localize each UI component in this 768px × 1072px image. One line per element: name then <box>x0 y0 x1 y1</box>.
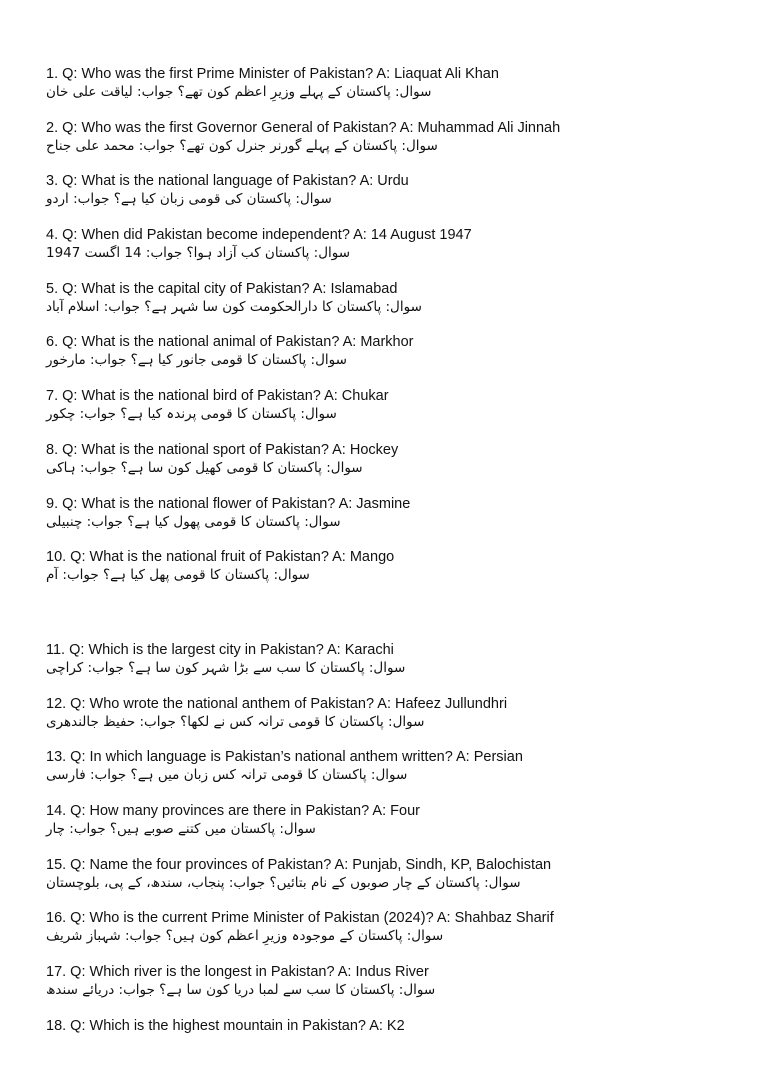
qa-item <box>46 173 748 227</box>
question-en: 12. Q: Who wrote the national anthem of Pakistan? A: Hafeez Jullundhri <box>46 695 508 712</box>
question-ur: سوال: پاکستان کا سب سے لمبا دریا کون سا ہے؟ جواب: دریائے سندھ <box>46 982 436 999</box>
question-ur: سوال: پاکستان کا قومی ترانہ کس زبان میں ہے؟ جواب: فارسی <box>46 767 408 784</box>
question-en: 2. Q: Who was the first Governor General of Pakistan? A: Muhammad Ali Jinnah <box>46 119 561 136</box>
question-en: 11. Q: Which is the largest city in Pakistan? A: Karachi <box>46 642 394 658</box>
qa-list <box>46 66 748 603</box>
qa-item <box>46 803 748 857</box>
question-ur: سوال: پاکستان کا قومی کھیل کون سا ہے؟ جواب: ہاکی <box>46 459 363 476</box>
question-ur: سوال: پاکستان کا دارالحکومت کون سا شہر ہے؟ جواب: اسلام آباد <box>46 298 422 315</box>
document-page-2 <box>0 577 768 1034</box>
qa-item <box>46 442 748 496</box>
question-ur: سوال: پاکستان کا قومی ترانہ کس نے لکھا؟ جواب: حفیظ جالندھری <box>46 713 425 730</box>
question-ur: سوال: پاکستان کے پہلے گورنر جنرل کون تھے؟ جواب: محمد علی جناح <box>46 137 438 154</box>
question-ur: سوال: پاکستان کے پہلے وزیرِ اعظم کون تھے؟ جواب: لیاقت علی خان <box>46 84 432 100</box>
question-en: 10. Q: What is the national fruit of Pakistan? A: Mango <box>46 549 395 566</box>
question-ur: سوال: پاکستان میں کتنے صوبے ہیں؟ جواب: چار <box>46 821 316 838</box>
question-en: 7. Q: What is the national bird of Pakistan? A: Chukar <box>46 388 389 405</box>
question-ur: سوال: پاکستان کی قومی زبان کیا ہے؟ جواب: اردو <box>46 191 332 208</box>
qa-item <box>46 496 748 550</box>
qa-item <box>46 227 748 281</box>
question-ur: سوال: پاکستان کا قومی پرندہ کیا ہے؟ جواب: چکور <box>46 406 337 423</box>
qa-item <box>46 857 748 911</box>
question-ur: سوال: پاکستان کا سب سے بڑا شہر کون سا ہے؟ جواب: کراچی <box>46 660 406 676</box>
question-ur: سوال: پاکستان کب آزاد ہوا؟ جواب: 14 اگست 1947 <box>46 245 351 262</box>
qa-item <box>46 696 748 750</box>
question-ur: سوال: پاکستان کے موجودہ وزیرِ اعظم کون ہیں؟ جواب: شہباز شریف <box>46 928 444 945</box>
question-en: 15. Q: Name the four provinces of Pakistan? A: Punjab, Sindh, KP, Balochistan <box>46 856 552 873</box>
qa-item <box>46 910 748 964</box>
question-en: 9. Q: What is the national flower of Pakistan? A: Jasmine <box>46 495 411 512</box>
question-en: 3. Q: What is the national language of Pakistan? A: Urdu <box>46 173 409 190</box>
question-en: 17. Q: Which river is the longest in Pakistan? A: Indus River <box>46 964 429 981</box>
question-en: 8. Q: What is the national sport of Pakistan? A: Hockey <box>46 441 399 458</box>
question-ur: سوال: پاکستان کا قومی پھول کیا ہے؟ جواب: چنبیلی <box>46 513 341 530</box>
qa-item <box>46 1018 748 1072</box>
question-en: 5. Q: What is the capital city of Pakistan? A: Islamabad <box>46 280 398 297</box>
qa-item <box>46 281 748 335</box>
qa-item <box>46 642 748 696</box>
qa-item <box>46 120 748 174</box>
qa-item <box>46 388 748 442</box>
question-en: 1. Q: Who was the first Prime Minister of Pakistan? A: Liaquat Ali Khan <box>46 66 499 82</box>
question-ur: سوال: پاکستان کا قومی جانور کیا ہے؟ جواب: مارخور <box>46 352 347 369</box>
question-en: 6. Q: What is the national animal of Pakistan? A: Markhor <box>46 334 414 351</box>
qa-item <box>46 964 748 1018</box>
question-ur: سوال: پاکستان کا قومی پھل کیا ہے؟ جواب: آم <box>46 567 310 584</box>
question-en: 18. Q: Which is the highest mountain in Pakistan? A: K2 <box>46 1017 405 1034</box>
question-en: 4. Q: When did Pakistan become independent? A: 14 August 1947 <box>46 227 472 244</box>
qa-item <box>46 66 748 120</box>
question-ur: سوال: پاکستان کے چار صوبوں کے نام بتائیں؟ جواب: پنجاب، سندھ، کے پی، بلوچستان <box>46 874 521 891</box>
qa-item <box>46 334 748 388</box>
question-en: 14. Q: How many provinces are there in Pakistan? A: Four <box>46 803 420 820</box>
qa-item <box>46 749 748 803</box>
qa-list <box>46 642 748 1072</box>
question-en: 16. Q: Who is the current Prime Minister of Pakistan (2024)? A: Shahbaz Sharif <box>46 910 554 927</box>
question-en: 13. Q: In which language is Pakistan’s national anthem written? A: Persian <box>46 749 523 766</box>
